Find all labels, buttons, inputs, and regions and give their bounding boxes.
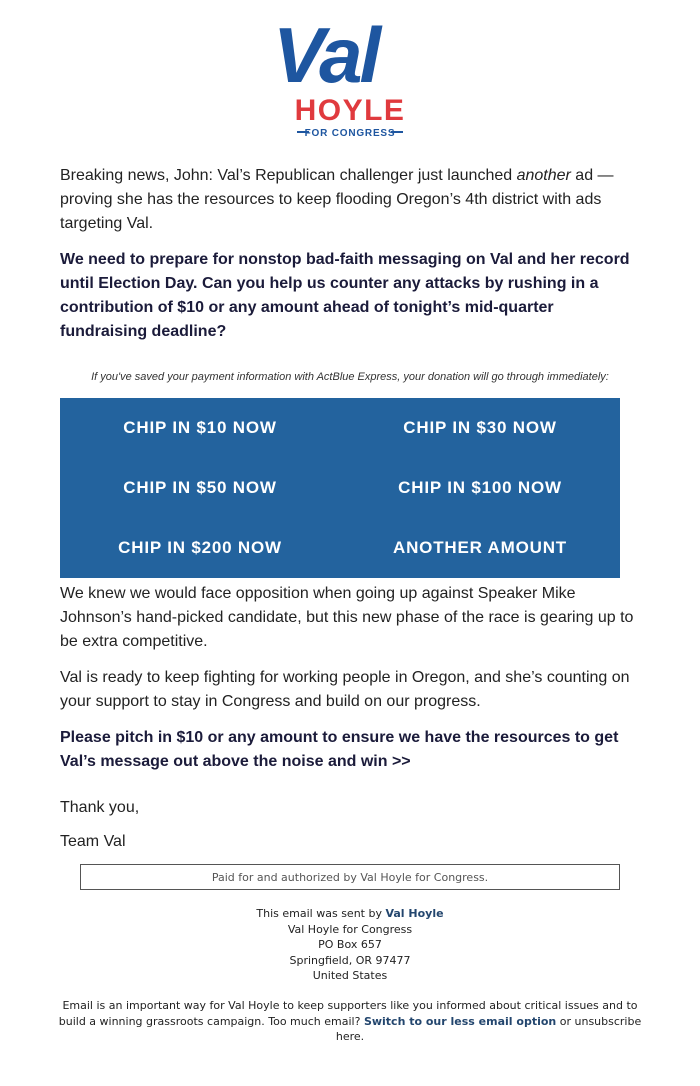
sender-country: United States: [312, 969, 388, 982]
logo-last-name: HOYLE: [294, 94, 406, 127]
body-paragraph-2: Val is ready to keep fighting for working people in Oregon, and she’s counting on your support to stay in Congress and build on our progress.: [60, 669, 630, 710]
donate-30-button[interactable]: CHIP IN $30 NOW: [403, 418, 557, 437]
donate-10-button[interactable]: CHIP IN $10 NOW: [123, 418, 277, 437]
sender-address-1: PO Box 657: [318, 938, 382, 951]
signoff-thanks: Thank you,: [60, 799, 140, 816]
val-hoyle-logo: [265, 10, 435, 140]
less-email-link[interactable]: Switch to our less email option: [363, 1014, 557, 1028]
campaign-logo: [0, 0, 700, 145]
actblue-express-note: If you've saved your payment information with ActBlue Express, your donation will go through immediately:: [91, 371, 609, 383]
ask-paragraph: We need to prepare for nonstop bad-faith messaging on Val and her record until Election Day. Can you help us counter any attacks by rushing in a contribution of $10 or any amount ahead of tonight’s mid-quarter fundraising deadline?: [60, 251, 630, 340]
pitch-in-link[interactable]: Please pitch in $10 or any amount to ensure we have the resources to get Val’s message out above the noise and win >>: [60, 729, 619, 770]
body-paragraph-1: We knew we would face opposition when going up against Speaker Mike Johnson’s hand-picked candidate, but this new phase of the race is gearing up to be extra competitive.: [60, 585, 634, 650]
logo-tagline: FOR CONGRESS: [304, 128, 396, 139]
sender-link[interactable]: Val Hoyle: [385, 907, 444, 920]
donate-button-grid: [60, 398, 620, 578]
signoff-name: Team Val: [60, 833, 126, 850]
intro-emphasis: another: [516, 167, 571, 184]
unsubscribe-link[interactable]: unsubscribe here.: [335, 1014, 642, 1043]
donate-200-button[interactable]: CHIP IN $200 NOW: [118, 538, 282, 557]
logo-first-name: Val: [273, 11, 379, 99]
sender-info: [0, 906, 700, 984]
email-body: [60, 164, 640, 866]
intro-paragraph: Breaking news, John: Val’s Republican challenger just launched another ad — proving she has the resources to keep flooding Oregon’s 4th district with ads targeting Val.: [60, 167, 614, 232]
sent-by-line: This email was sent by Val Hoyle: [256, 907, 444, 920]
donate-50-button[interactable]: CHIP IN $50 NOW: [123, 478, 277, 497]
paid-for-disclaimer: Paid for and authorized by Val Hoyle for Congress.: [80, 864, 620, 890]
sender-org: Val Hoyle for Congress: [287, 922, 413, 936]
donate-100-button[interactable]: CHIP IN $100 NOW: [398, 478, 562, 497]
sender-address-2: Springfield, OR 97477: [289, 953, 411, 967]
email-preferences-note: Email is an important way for Val Hoyle to keep supporters like you informed about critical issues and to build a winning grassroots campaign. Too much email? Switch to our less email option or unsubscribe here.: [58, 999, 642, 1043]
donate-other-amount-button[interactable]: ANOTHER AMOUNT: [393, 538, 567, 557]
